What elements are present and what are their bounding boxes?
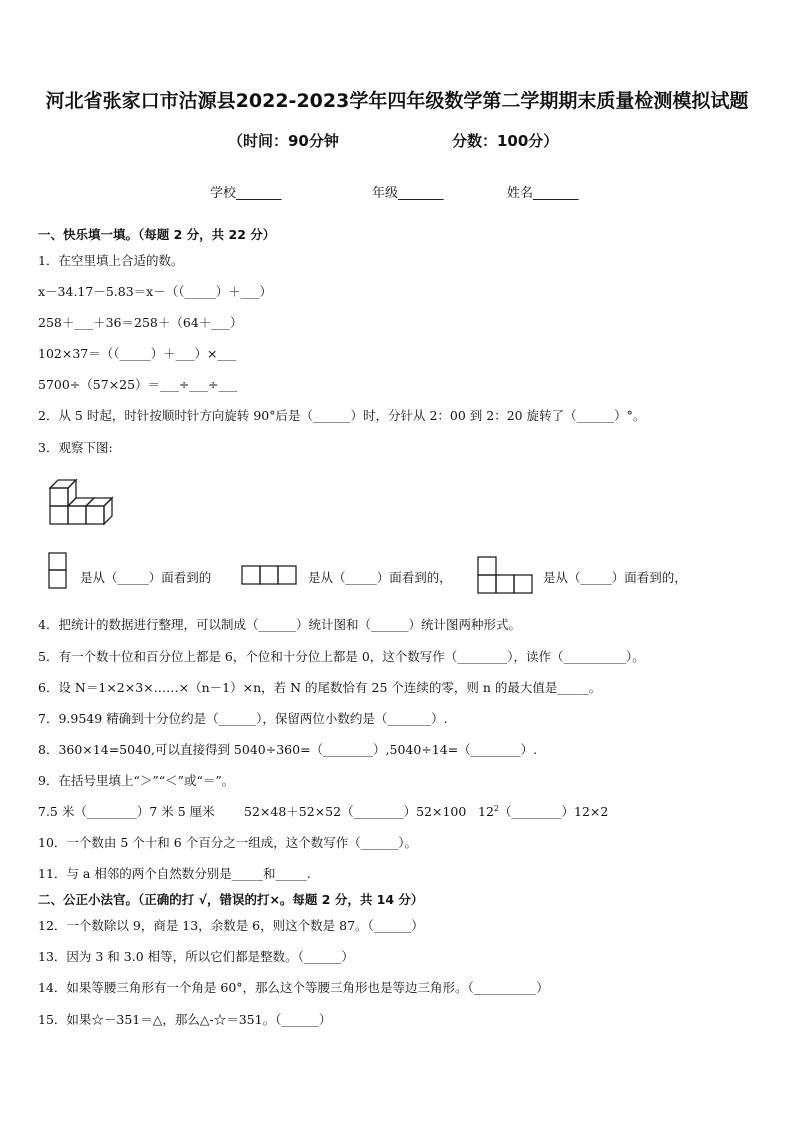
question-9: 9．在括号里填上“＞”“＜”或“＝”。 xyxy=(38,773,235,788)
question-11: 11．与 a 相邻的两个自然数分别是_____和_____. xyxy=(38,866,311,881)
view-l-shape xyxy=(476,555,536,597)
question-1b: 258＋___＋36＝258＋（64＋___） xyxy=(38,315,243,330)
question-9b: 52×48＋52×52（________）52×100 xyxy=(244,804,467,819)
question-9c-rest: （________）12×2 xyxy=(499,804,609,819)
question-1: 1．在空里填上合适的数。 xyxy=(38,253,184,268)
school-field: 学校_______ xyxy=(210,186,282,201)
question-4: 4．把统计的数据进行整理，可以制成（______）统计图和（______）统计图两种形式。 xyxy=(38,617,521,632)
section2-heading: 二、公正小法官。（正确的打 √，错误的打×。每题 2 分，共 14 分） xyxy=(38,892,424,907)
exam-score: 分数：100分） xyxy=(452,132,559,150)
question-8: 8．360×14=5040,可以直接得到 5040÷360=（________）,5040÷14=（________）. xyxy=(38,742,538,757)
question-13: 13．因为 3 和 3.0 相等，所以它们都是整数。（______） xyxy=(38,949,354,964)
exam-title: 河北省张家口市沽源县2022-2023学年四年级数学第二学期期末质量检测模拟试题 xyxy=(45,90,749,112)
question-9a: 7.5 米（________）7 米 5 厘米 xyxy=(38,804,215,819)
question-3c: 是从（_____）面看到的， xyxy=(543,570,687,585)
question-1d: 5700÷（57×25）＝___÷___÷___ xyxy=(38,377,238,392)
question-15: 15．如果☆－351＝△，那么△-☆＝351。（______） xyxy=(38,1012,332,1027)
question-9c-exponent: 2 xyxy=(493,803,499,813)
name-field: 姓名_______ xyxy=(507,186,579,201)
question-2: 2．从 5 时起，时针按顺时针方向旋转 90°后是（______）时，分针从 2：00 到 2：20 旋转了（______）°。 xyxy=(38,408,646,423)
question-6: 6．设 N＝1×2×3×……×（n－1）×n，若 N 的尾数恰有 25 个连续的零，则 n 的最大值是_____。 xyxy=(38,680,602,695)
question-7: 7．9.9549 精确到十分位约是（______），保留两位小数约是（_______）. xyxy=(38,711,448,726)
question-10: 10．一个数由 5 个十和 6 个百分之一组成，这个数写作（______）。 xyxy=(38,835,417,850)
exam-time: （时间：90分钟 xyxy=(228,132,339,150)
question-3: 3．观察下图: xyxy=(38,440,113,455)
question-1c: 102×37＝（（_____）＋___）×___ xyxy=(38,346,237,361)
view-row-three xyxy=(240,564,300,586)
question-3a: 是从（_____）面看到的 xyxy=(80,570,212,585)
view-front-vertical xyxy=(47,551,69,591)
section1-heading: 一、快乐填一填。（每题 2 分，共 22 分） xyxy=(38,227,276,242)
question-12: 12．一个数除以 9，商是 13，余数是 6，则这个数是 87。（______） xyxy=(38,918,424,933)
question-9c xyxy=(478,802,608,820)
question-3b: 是从（_____）面看到的， xyxy=(308,570,452,585)
cube-figure xyxy=(46,474,116,526)
question-5: 5．有一个数十位和百分位上都是 6，个位和十分位上都是 0，这个数写作（________），读作（__________）。 xyxy=(38,649,645,664)
grade-field: 年级_______ xyxy=(372,186,444,201)
question-1a: x－34.17－5.83＝x－（（_____）＋___） xyxy=(38,284,272,299)
question-9c-base: 12 xyxy=(478,804,494,819)
question-14: 14．如果等腰三角形有一个角是 60°，那么这个等腰三角形也是等边三角形。（__________） xyxy=(38,980,549,995)
